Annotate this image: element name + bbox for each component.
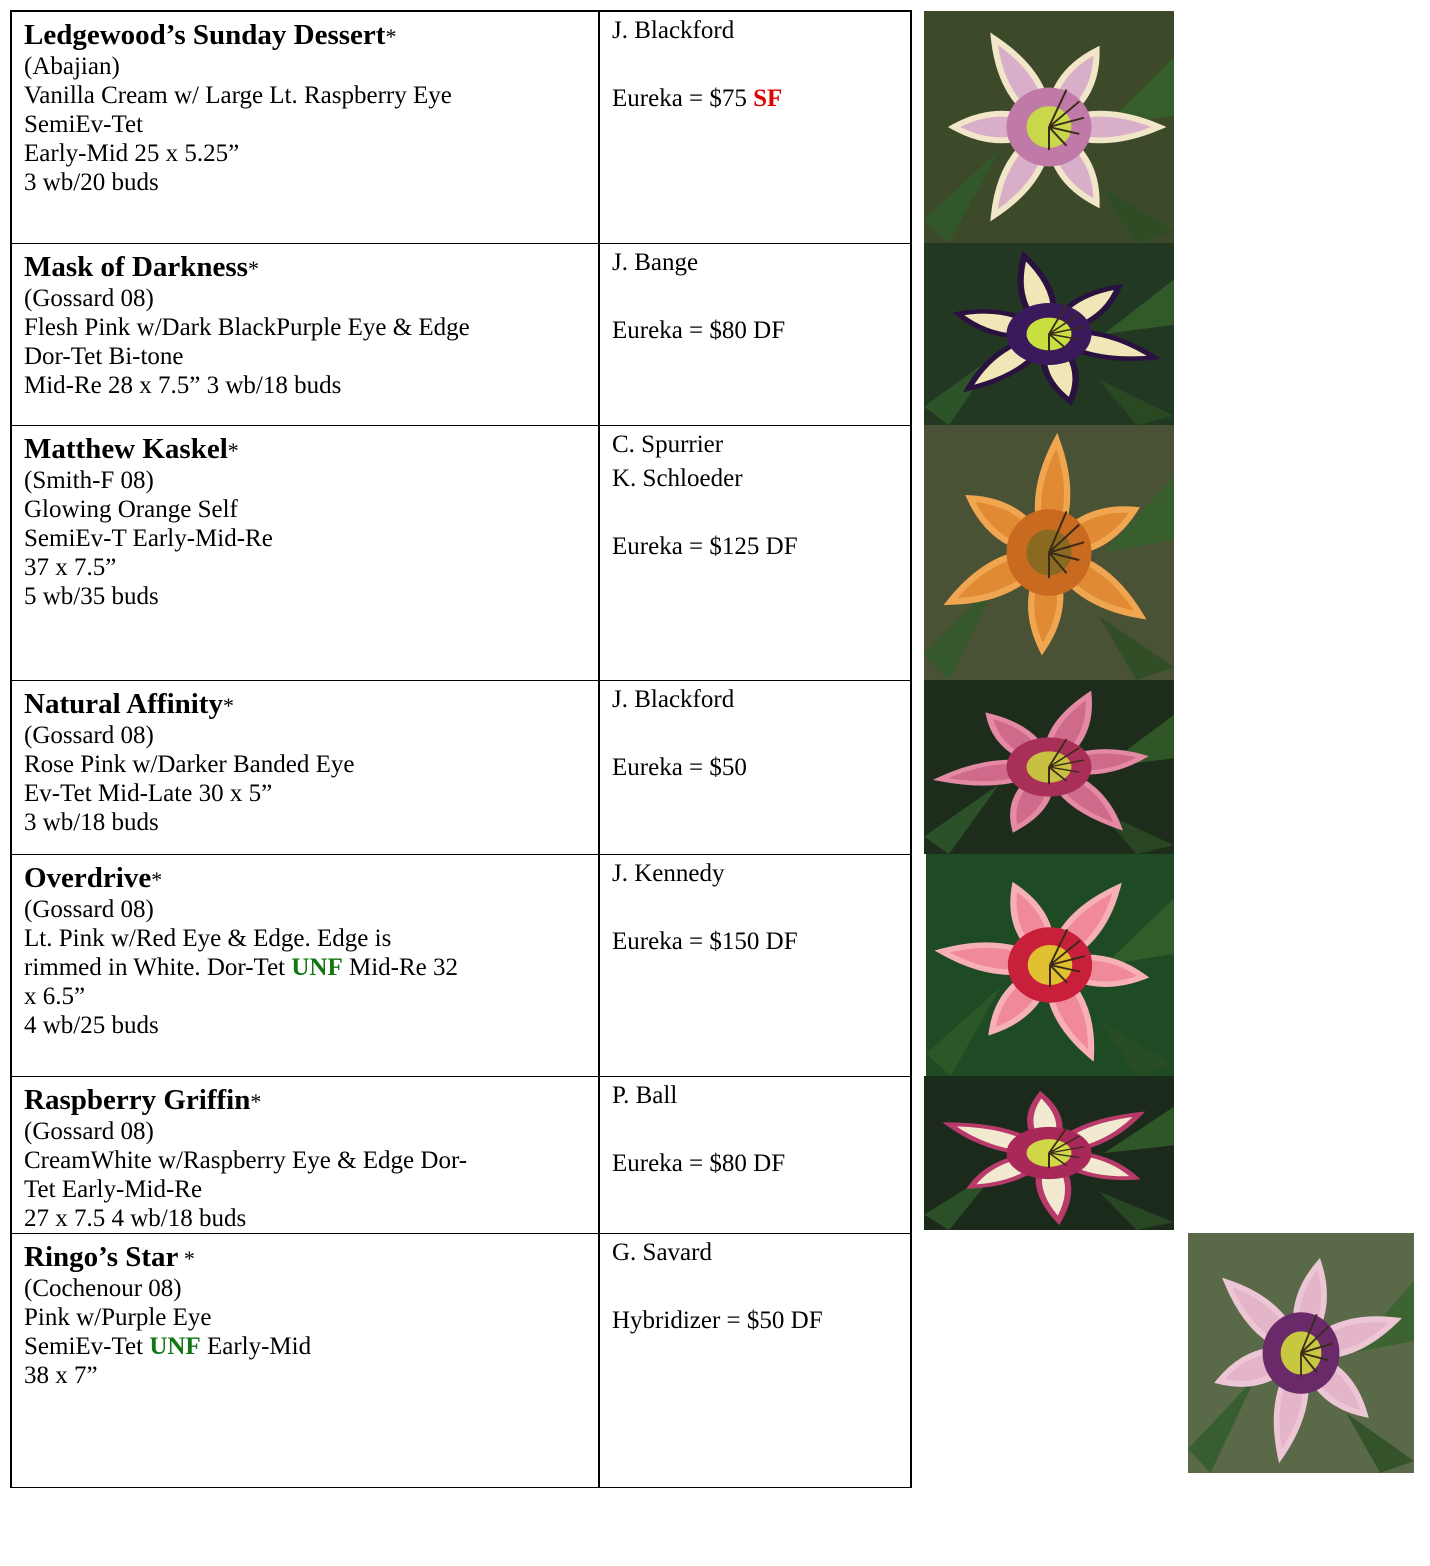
cultivar-name: Matthew Kaskel xyxy=(24,432,228,465)
registration-star: * xyxy=(178,1245,195,1271)
unf-label: UNF xyxy=(149,1332,201,1360)
photo-cell xyxy=(911,854,1430,1076)
hybridizer-year: (Gossard 08) xyxy=(24,1117,154,1145)
price-text: Eureka = $50 xyxy=(612,753,747,781)
seller-name: J. Bange xyxy=(612,248,699,276)
cultivar-name: Ringo’s Star xyxy=(24,1240,179,1273)
description-line xyxy=(24,982,588,1011)
flower-photo xyxy=(924,1076,1174,1230)
registration-star: * xyxy=(250,1088,262,1114)
seller-cell xyxy=(599,243,911,425)
description-cell xyxy=(11,425,599,680)
price-text: Hybridizer = $50 DF xyxy=(612,1306,823,1334)
registration-star: * xyxy=(247,255,259,281)
seller-name: K. Schloeder xyxy=(612,464,743,492)
price-line xyxy=(612,1147,898,1181)
seller-name: J. Blackford xyxy=(612,17,735,44)
description-text: Early-Mid xyxy=(200,1332,312,1360)
seller-name: J. Kennedy xyxy=(612,859,725,887)
cultivar-heading xyxy=(24,861,588,895)
description-cell xyxy=(11,1233,599,1487)
flower-photo xyxy=(924,425,1174,680)
flower-photo xyxy=(924,11,1174,243)
seller-name: J. Blackford xyxy=(612,685,735,713)
description-line xyxy=(24,1332,588,1361)
price-text: Eureka = $75 xyxy=(612,85,754,112)
description-cell xyxy=(11,854,599,1076)
table-row xyxy=(11,11,1430,243)
sf-label: SF xyxy=(753,85,783,112)
flower-photo xyxy=(926,854,1174,1076)
description-line: Early-Mid 25 x 5.25” xyxy=(24,140,240,167)
description-text: rimmed in White. Dor-Tet xyxy=(24,953,292,981)
price-text: Eureka = $150 DF xyxy=(612,927,798,955)
seller-cell xyxy=(599,425,911,680)
description-line: 3 wb/20 buds xyxy=(24,169,159,196)
cultivar-name: Mask of Darkness xyxy=(24,250,248,283)
description-line xyxy=(24,924,588,953)
description-text: 4 wb/25 buds xyxy=(24,1011,159,1039)
seller-name: G. Savard xyxy=(612,1238,712,1266)
flower-photo xyxy=(924,243,1174,425)
registration-star: * xyxy=(385,24,397,49)
price-text: Eureka = $80 DF xyxy=(612,316,786,344)
description-text: 38 x 7” xyxy=(24,1361,98,1389)
description-line: 5 wb/35 buds xyxy=(24,582,159,610)
description-text: Pink w/Purple Eye xyxy=(24,1303,212,1331)
hybridizer-year: (Gossard 08) xyxy=(24,721,154,749)
price-line xyxy=(612,925,898,959)
description-text: Mid-Re 32 xyxy=(342,953,459,981)
cultivar-name: Raspberry Griffin xyxy=(24,1083,251,1116)
photo-cell xyxy=(911,680,1430,854)
cultivar-heading xyxy=(24,1240,588,1274)
cultivar-name: Natural Affinity xyxy=(24,687,223,720)
description-cell xyxy=(11,1076,599,1233)
description-cell xyxy=(11,680,599,854)
description-line: Vanilla Cream w/ Large Lt. Raspberry Eye xyxy=(24,82,452,109)
unf-label: UNF xyxy=(291,953,343,981)
cultivar-name: Ledgewood’s Sunday Dessert xyxy=(24,19,386,51)
description-line: 3 wb/18 buds xyxy=(24,808,159,836)
cultivar-heading xyxy=(24,250,588,284)
cultivar-name: Overdrive xyxy=(24,861,152,894)
table-row xyxy=(11,425,1430,680)
description-line: SemiEv-Tet xyxy=(24,111,144,138)
cultivar-heading xyxy=(24,432,588,466)
description-line: SemiEv-T Early-Mid-Re xyxy=(24,524,273,552)
table-row xyxy=(11,1233,1430,1487)
photo-cell xyxy=(911,1076,1430,1233)
table-row xyxy=(11,243,1430,425)
price-text: Eureka = $125 DF xyxy=(612,532,798,560)
cultivar-heading xyxy=(24,687,588,721)
description-line xyxy=(24,1361,588,1390)
description-cell xyxy=(11,243,599,425)
registration-star: * xyxy=(151,866,163,892)
description-cell xyxy=(11,11,599,243)
hybridizer-year: (Gossard 08) xyxy=(24,284,154,312)
table-row xyxy=(11,1076,1430,1233)
table-row xyxy=(11,854,1430,1076)
photo-cell xyxy=(911,11,1430,243)
description-line xyxy=(24,1011,588,1040)
description-line: CreamWhite w/Raspberry Eye & Edge Dor- xyxy=(24,1146,468,1174)
photo-cell xyxy=(911,1233,1430,1487)
description-text: Lt. Pink w/Red Eye & Edge. Edge is xyxy=(24,924,392,952)
description-line xyxy=(24,1303,588,1332)
description-line: Ev-Tet Mid-Late 30 x 5” xyxy=(24,779,273,807)
hybridizer-year: (Abajian) xyxy=(24,53,120,80)
daylily-listing-table xyxy=(10,10,1430,1488)
cultivar-heading xyxy=(24,1083,588,1117)
description-text: SemiEv-Tet xyxy=(24,1332,150,1360)
flower-photo xyxy=(1188,1233,1414,1473)
description-line: Flesh Pink w/Dark BlackPurple Eye & Edge xyxy=(24,313,470,341)
registration-star: * xyxy=(222,692,234,718)
description-line: 27 x 7.5 4 wb/18 buds xyxy=(24,1204,247,1232)
seller-name: C. Spurrier xyxy=(612,430,724,458)
description-line: Dor-Tet Bi-tone xyxy=(24,342,184,370)
photo-cell xyxy=(911,243,1430,425)
price-line xyxy=(612,82,898,116)
seller-cell xyxy=(599,11,911,243)
description-text: x 6.5” xyxy=(24,982,86,1010)
hybridizer-year: (Smith-F 08) xyxy=(24,466,154,494)
price-text: Eureka = $80 DF xyxy=(612,1149,786,1177)
description-line: Mid-Re 28 x 7.5” 3 wb/18 buds xyxy=(24,371,342,399)
description-line xyxy=(24,953,588,982)
registration-star: * xyxy=(227,437,239,463)
seller-cell xyxy=(599,1076,911,1233)
photo-cell xyxy=(911,425,1430,680)
seller-cell xyxy=(599,680,911,854)
seller-cell xyxy=(599,1233,911,1487)
description-line: Glowing Orange Self xyxy=(24,495,238,523)
seller-name: P. Ball xyxy=(612,1081,678,1109)
price-line xyxy=(612,751,898,785)
cultivar-heading xyxy=(24,18,588,52)
price-line xyxy=(612,530,898,564)
price-line xyxy=(612,314,898,348)
flower-photo xyxy=(924,680,1174,854)
description-line: Tet Early-Mid-Re xyxy=(24,1175,203,1203)
table-row xyxy=(11,680,1430,854)
price-line xyxy=(612,1304,898,1338)
hybridizer-year: (Gossard 08) xyxy=(24,895,154,923)
hybridizer-year: (Cochenour 08) xyxy=(24,1274,182,1302)
description-line: 37 x 7.5” xyxy=(24,553,117,581)
description-line: Rose Pink w/Darker Banded Eye xyxy=(24,750,355,778)
seller-cell xyxy=(599,854,911,1076)
